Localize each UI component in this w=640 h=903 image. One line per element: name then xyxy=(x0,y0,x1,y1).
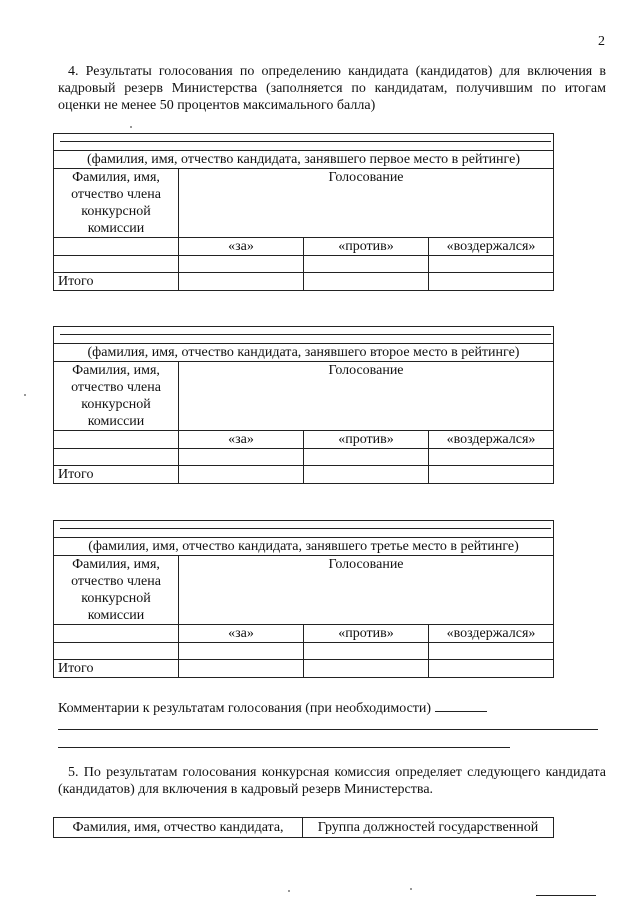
choice-against: «против» xyxy=(304,625,429,643)
candidate-name-column-header: Фамилия, имя, отчество кандидата, xyxy=(54,818,303,838)
member-name-cell[interactable] xyxy=(54,431,179,449)
total-label: Итого xyxy=(54,660,179,678)
member-name-cell[interactable] xyxy=(54,643,179,660)
comments-line xyxy=(58,699,487,717)
page-number: 2 xyxy=(598,34,605,49)
vote-cell[interactable] xyxy=(429,256,554,273)
comments-field-line[interactable] xyxy=(58,747,510,748)
table-row xyxy=(54,449,554,466)
table-row xyxy=(54,643,554,660)
choice-for: «за» xyxy=(179,431,304,449)
total-cell[interactable] xyxy=(179,273,304,291)
scan-speck-line xyxy=(536,895,596,896)
vote-cell[interactable] xyxy=(429,643,554,660)
total-cell[interactable] xyxy=(304,660,429,678)
total-cell[interactable] xyxy=(429,660,554,678)
vote-table-second-place xyxy=(53,326,553,484)
total-cell[interactable] xyxy=(304,466,429,484)
vote-cell[interactable] xyxy=(179,643,304,660)
member-name-cell[interactable] xyxy=(54,625,179,643)
vote-table-first-place xyxy=(53,133,553,291)
total-cell[interactable] xyxy=(429,273,554,291)
total-cell[interactable] xyxy=(429,466,554,484)
choice-abstained: «воздержался» xyxy=(429,431,554,449)
section-4-paragraph: 4. Результаты голосования по определению кандидата (кандидатов) для включения в кадровый резерв Министерства (заполняется по кандидатам, получившим по итогам оценки не менее 50 процентов максимального балла) xyxy=(58,64,606,113)
voting-header: Голосование xyxy=(179,362,554,431)
choice-against: «против» xyxy=(304,431,429,449)
vote-cell[interactable] xyxy=(179,449,304,466)
candidate-caption: (фамилия, имя, отчество кандидата, занявшего второе место в рейтинге) xyxy=(54,344,554,362)
total-label: Итого xyxy=(54,466,179,484)
member-name-header: Фамилия, имя, отчество члена конкурсной комиссии xyxy=(54,556,179,625)
comments-field[interactable] xyxy=(435,699,487,712)
scan-speck xyxy=(24,394,26,396)
vote-cell[interactable] xyxy=(304,449,429,466)
member-name-header: Фамилия, имя, отчество члена конкурсной комиссии xyxy=(54,362,179,431)
member-name-cell[interactable] xyxy=(54,238,179,256)
table-row xyxy=(54,256,554,273)
candidate-caption: (фамилия, имя, отчество кандидата, занявшего третье место в рейтинге) xyxy=(54,538,554,556)
total-cell[interactable] xyxy=(179,660,304,678)
section-5-paragraph: 5. По результатам голосования конкурсная комиссия определяет следующего кандидата (кандидатов) для включения в кадровый резерв Министерства. xyxy=(58,765,606,797)
member-name-header: Фамилия, имя, отчество члена конкурсной комиссии xyxy=(54,169,179,238)
choice-for: «за» xyxy=(179,238,304,256)
vote-table-third-place xyxy=(53,520,553,678)
comments-field-line[interactable] xyxy=(58,729,598,730)
choice-against: «против» xyxy=(304,238,429,256)
scan-speck xyxy=(130,126,132,128)
vote-cell[interactable] xyxy=(304,256,429,273)
candidate-caption: (фамилия, имя, отчество кандидата, занявшего первое место в рейтинге) xyxy=(54,151,554,169)
member-name-cell[interactable] xyxy=(54,256,179,273)
member-name-cell[interactable] xyxy=(54,449,179,466)
voting-header: Голосование xyxy=(179,169,554,238)
candidate-name-field[interactable] xyxy=(54,134,554,151)
total-cell[interactable] xyxy=(304,273,429,291)
vote-cell[interactable] xyxy=(179,256,304,273)
choice-abstained: «воздержался» xyxy=(429,238,554,256)
choice-for: «за» xyxy=(179,625,304,643)
comments-label: Комментарии к результатам голосования (при необходимости) xyxy=(58,701,432,716)
vote-cell[interactable] xyxy=(429,449,554,466)
voting-header: Голосование xyxy=(179,556,554,625)
candidate-table xyxy=(53,817,554,838)
candidate-name-field[interactable] xyxy=(54,327,554,344)
scan-speck xyxy=(288,890,290,892)
candidate-name-field[interactable] xyxy=(54,521,554,538)
total-label: Итого xyxy=(54,273,179,291)
vote-cell[interactable] xyxy=(304,643,429,660)
choice-abstained: «воздержался» xyxy=(429,625,554,643)
total-cell[interactable] xyxy=(179,466,304,484)
scan-speck xyxy=(410,888,412,890)
position-group-column-header: Группа должностей государственной xyxy=(303,818,554,838)
